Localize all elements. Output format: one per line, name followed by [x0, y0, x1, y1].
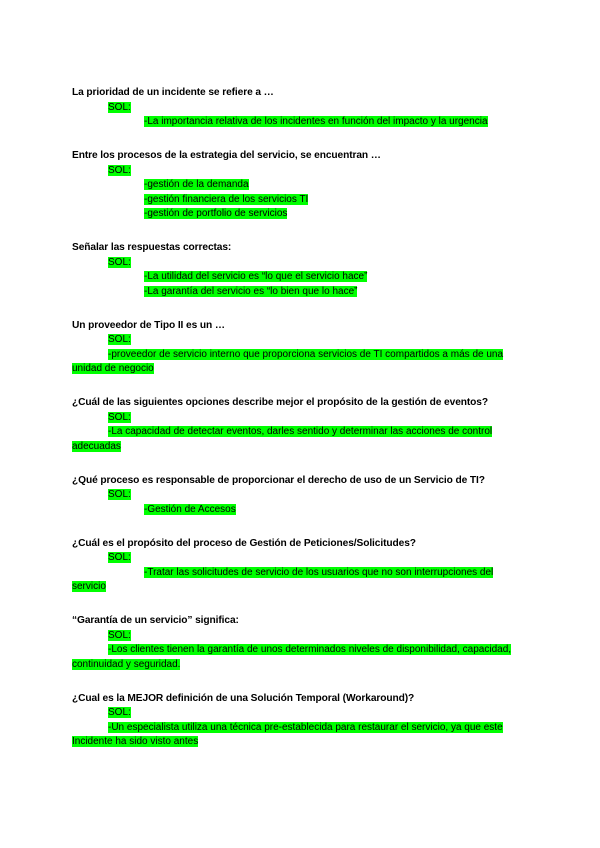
- answer-text: -proveedor de servicio interno que proporciona servicios de TI compartidos a más de una unidad de negocio: [72, 348, 504, 374]
- answer-text: -Gestión de Accesos: [144, 503, 236, 515]
- question-block: [72, 241, 527, 299]
- answer-text: -La capacidad de detectar eventos, darles sentido y determinar las acciones de control adecuadas: [72, 426, 493, 452]
- sol-label: SOL:: [108, 164, 131, 176]
- question-text: ¿Qué proceso es responsable de proporcionar el derecho de uso de un Servicio de TI?: [72, 474, 485, 486]
- answer-text: -gestión financiera de los servicios TI: [144, 193, 309, 205]
- question-block: [72, 396, 527, 454]
- sol-label: SOL:: [108, 489, 131, 500]
- answer-text: -Los clientes tienen la garantía de unos determinados niveles de disponibilidad, capacidad, continuidad y seguridad.: [72, 644, 512, 670]
- question-text: ¿Cuál es el propósito del proceso de Gestión de Peticiones/Solicitudes?: [72, 537, 416, 549]
- answer-text: -gestión de portfolio de servicios: [144, 208, 288, 219]
- question-text: Señalar las respuestas correctas:: [72, 242, 232, 253]
- question-block: [72, 537, 527, 595]
- question-block: [72, 692, 527, 750]
- sol-label: SOL:: [108, 256, 131, 268]
- answer-text: -La importancia relativa de los incidentes en función del impacto y la urgencia: [144, 116, 488, 127]
- answer-text: -La garantía del servicio es “lo bien que lo hace”: [144, 285, 358, 297]
- question-block: [72, 86, 527, 130]
- sol-label: SOL:: [108, 707, 131, 718]
- answer-text: -gestión de la demanda: [144, 179, 249, 190]
- question-block: [72, 474, 527, 518]
- question-block: [72, 614, 527, 672]
- sol-label: SOL:: [108, 411, 131, 423]
- sol-label: SOL:: [108, 334, 131, 345]
- document-page: [72, 86, 527, 769]
- answer-text: -La utilidad del servicio es “lo que el servicio hace”: [144, 271, 368, 282]
- question-text: “Garantía de un servicio” significa:: [72, 615, 239, 626]
- question-text: ¿Cuál de las siguientes opciones describe mejor el propósito de la gestión de eventos?: [72, 397, 488, 408]
- question-text: Un proveedor de Tipo II es un …: [72, 319, 225, 331]
- answer-text: -Tratar las solicitudes de servicio de los usuarios que no son interrupciones del servicio: [72, 566, 494, 592]
- sol-label: SOL:: [108, 101, 131, 113]
- sol-label: SOL:: [108, 552, 131, 563]
- sol-label: SOL:: [108, 629, 131, 641]
- question-block: [72, 319, 527, 377]
- answer-text: -Un especialista utiliza una técnica pre-establecida para restaurar el servicio, ya que este Incidente ha sido visto antes: [72, 721, 503, 747]
- question-text: Entre los procesos de la estrategia del servicio, se encuentran …: [72, 150, 381, 161]
- question-block: [72, 149, 527, 222]
- question-text: La prioridad de un incidente se refiere a …: [72, 87, 274, 98]
- question-text: ¿Cual es la MEJOR definición de una Solución Temporal (Workaround)?: [72, 692, 415, 704]
